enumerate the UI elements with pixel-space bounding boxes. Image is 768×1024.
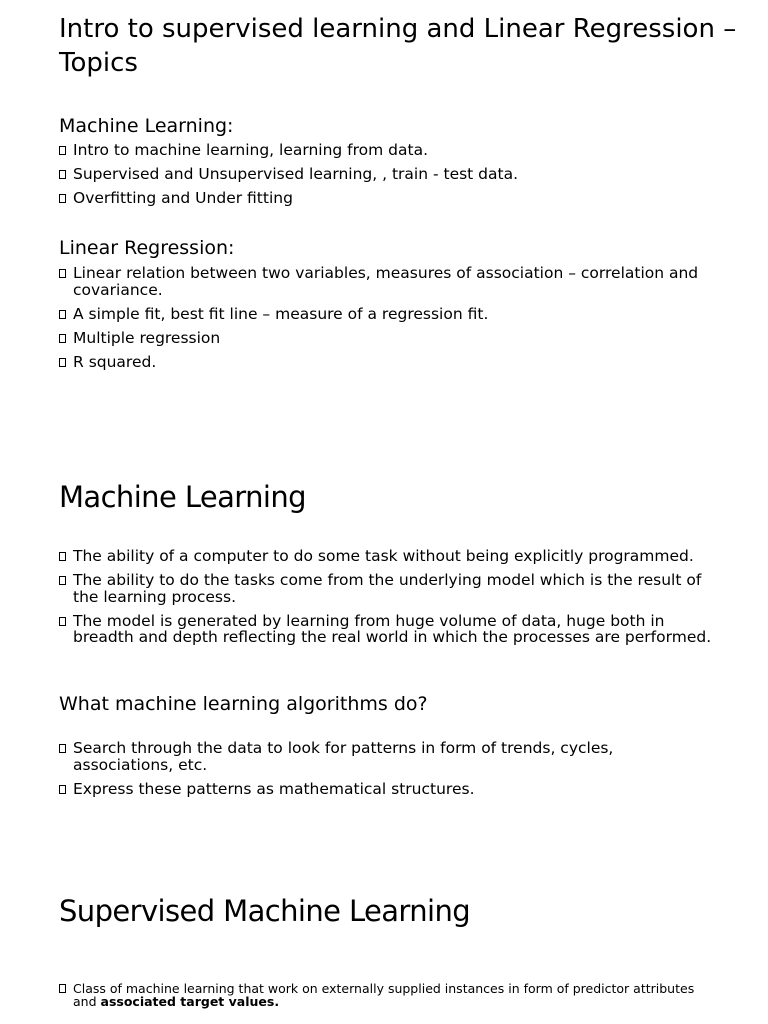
slide2-title: Machine Learning [59,480,306,514]
bullet-box-icon [59,744,66,753]
bullet-box-icon [59,785,66,794]
list-item: Multiple regression [59,330,719,347]
list-item: Class of machine learning that work on externally supplied instances in form of predictor attributes and associated target values. [59,982,719,1008]
list-item: R squared. [59,354,719,371]
bullet-box-icon [59,358,66,367]
slide3-list [59,982,719,1008]
slide2-subheading: What machine learning algorithms do? [59,693,428,715]
bullet-box-icon [59,984,66,993]
list-item: The ability of a computer to do some task without being explicitly programmed. [59,548,719,565]
slide1-section2-list [59,265,719,370]
list-item: Search through the data to look for patterns in form of trends, cycles, associations, etc. [59,740,679,773]
bullet-box-icon [59,170,66,179]
bullet-box-icon [59,310,66,319]
bullet-box-icon [59,269,66,278]
bullet-box-icon [59,576,66,585]
list-item: Linear relation between two variables, measures of association – correlation and covariance. [59,265,719,298]
slide2-list2 [59,740,679,797]
bullet-box-icon [59,552,66,561]
slide1-section1-list [59,142,719,207]
slide1-section2-heading: Linear Regression: [59,237,235,259]
list-item: A simple fit, best fit line – measure of a regression fit. [59,306,719,323]
slide1-section1-heading: Machine Learning: [59,115,234,137]
list-item: The ability to do the tasks come from the underlying model which is the result of the learning process. [59,572,719,605]
slide2-list [59,548,719,646]
list-item: Express these patterns as mathematical structures. [59,781,679,798]
list-item: Intro to machine learning, learning from data. [59,142,719,159]
slide3-title: Supervised Machine Learning [59,894,471,928]
list-item: Overfitting and Under fitting [59,190,719,207]
list-item: Supervised and Unsupervised learning, , train - test data. [59,166,719,183]
bullet-box-icon [59,146,66,155]
bullet-box-icon [59,334,66,343]
list-item: The model is generated by learning from huge volume of data, huge both in breadth and depth reflecting the real world in which the processes are performed. [59,613,719,646]
slide1-title: Intro to supervised learning and Linear Regression – Topics [59,14,737,78]
bullet-box-icon [59,194,66,203]
bullet-box-icon [59,617,66,626]
